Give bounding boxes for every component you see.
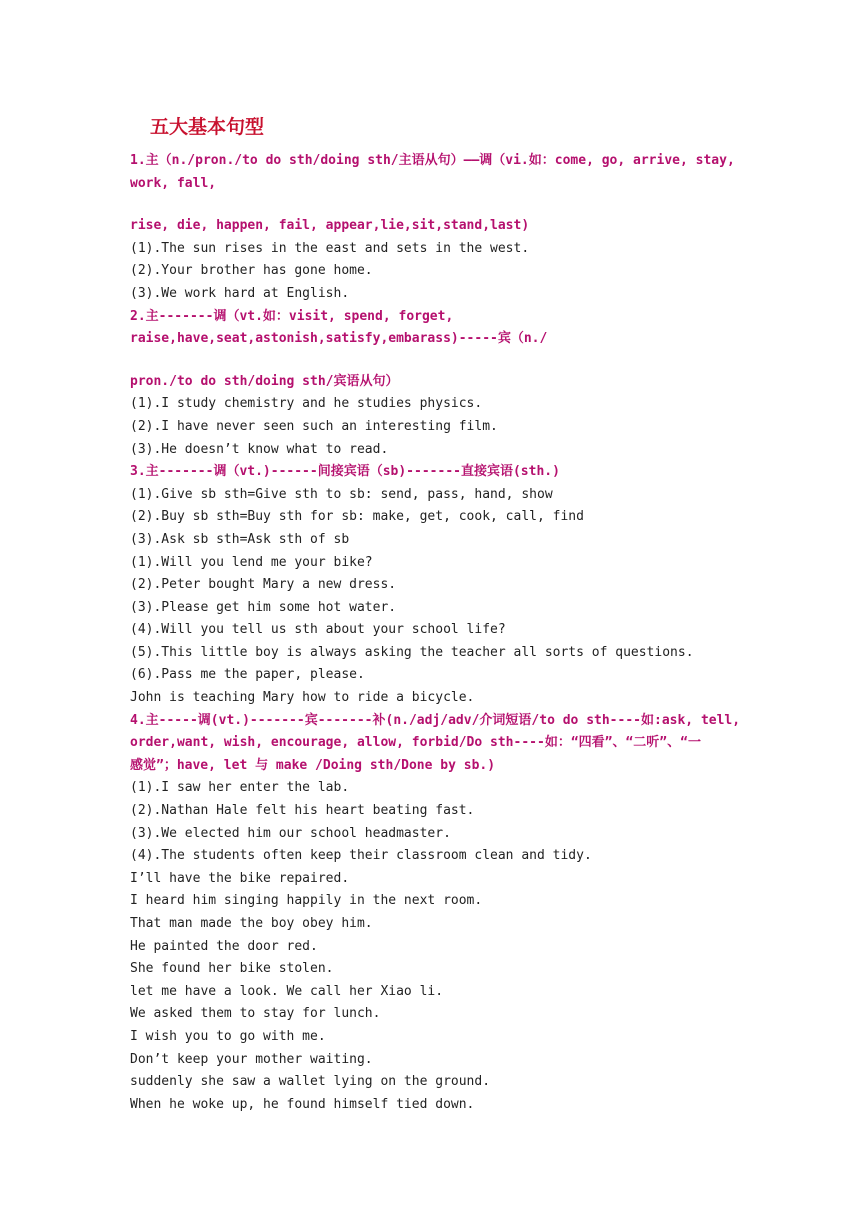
- example-sentence: suddenly she saw a wallet lying on the ground.: [130, 1074, 491, 1090]
- example-sentence: (1).The sun rises in the east and sets in the west.: [130, 240, 530, 256]
- section-2-heading-line-2: raise,have,seat,astonish,satisfy,embarass)-----宾（n./: [130, 331, 548, 347]
- example-sentence: That man made the boy obey him.: [130, 916, 373, 931]
- example-sentence: (4).The students often keep their classroom clean and tidy.: [130, 848, 592, 864]
- section-4-heading-line-2: order,want, wish, encourage, allow, forbid/Do sth----如：“四看”、“二听”、“一: [130, 735, 701, 751]
- page-title: 五大基本句型: [150, 116, 265, 138]
- document-body: [130, 150, 750, 1116]
- section-4-heading-line-1: 4.主-----调(vt.)-------宾-------补(n./adj/adv/介词短语/to do sth----如:ask, tell,: [130, 712, 741, 728]
- example-sentence: John is teaching Mary how to ride a bicycle.: [130, 690, 475, 706]
- example-sentence: (4).Will you tell us sth about your school life?: [130, 622, 506, 638]
- example-sentence: (1).I saw her enter the lab.: [130, 780, 350, 796]
- example-sentence: (3).Please get him some hot water.: [130, 599, 397, 615]
- example-sentence: (2).Your brother has gone home.: [130, 263, 373, 279]
- section-3-heading: 3.主-------调（vt.)------间接宾语（sb)-------直接宾语(sth.): [130, 464, 560, 480]
- example-sentence: (5).This little boy is always asking the teacher all sorts of questions.: [130, 644, 694, 660]
- section-1-heading-line-2: work, fall,: [130, 175, 217, 191]
- blank-line: [130, 195, 750, 215]
- example-sentence: (3).We elected him our school headmaster.: [130, 825, 451, 841]
- example-sentence: When he woke up, he found himself tied down.: [130, 1096, 475, 1112]
- example-sentence: (2).Buy sb sth=Buy sth for sb: make, get, cook, call, find: [130, 509, 584, 525]
- example-sentence: I heard him singing happily in the next room.: [130, 893, 483, 909]
- example-sentence: He painted the door red.: [130, 938, 318, 954]
- example-sentence: I’ll have the bike repaired.: [130, 870, 350, 886]
- example-sentence: let me have a look. We call her Xiao li.: [130, 983, 444, 999]
- example-sentence: (2).Peter bought Mary a new dress.: [130, 577, 397, 593]
- example-sentence: Don’t keep your mother waiting.: [130, 1051, 373, 1067]
- example-sentence: (2).Nathan Hale felt his heart beating fast.: [130, 803, 475, 819]
- example-sentence: (3).Ask sb sth=Ask sth of sb: [130, 531, 350, 547]
- example-sentence: (2).I have never seen such an interesting film.: [130, 418, 498, 434]
- example-sentence: (1).Give sb sth=Give sth to sb: send, pass, hand, show: [130, 486, 553, 502]
- blank-line: [130, 351, 750, 371]
- example-sentence: We asked them to stay for lunch.: [130, 1006, 381, 1022]
- section-1-heading-line-1: 1.主（n./pron./to do sth/doing sth/主语从句）——调（vi.如：come, go, arrive, stay,: [130, 153, 735, 168]
- section-4-heading-line-3: 感觉”；have, let 与 make /Doing sth/Done by sb.): [130, 757, 496, 773]
- example-sentence: (6).Pass me the paper, please.: [130, 667, 365, 683]
- example-sentence: I wish you to go with me.: [130, 1028, 326, 1044]
- section-1-heading-line-3: rise, die, happen, fail, appear,lie,sit,stand,last): [130, 218, 530, 234]
- example-sentence: (3).We work hard at English.: [130, 285, 350, 301]
- example-sentence: (1).Will you lend me your bike?: [130, 554, 373, 570]
- example-sentence: (1).I study chemistry and he studies physics.: [130, 396, 483, 412]
- example-sentence: (3).He doesn’t know what to read.: [130, 441, 389, 457]
- section-2-heading-line-1: 2.主-------调（vt.如：visit, spend, forget,: [130, 308, 454, 324]
- example-sentence: She found her bike stolen.: [130, 961, 334, 977]
- section-2-heading-line-3: pron./to do sth/doing sth/宾语从句）: [130, 373, 399, 389]
